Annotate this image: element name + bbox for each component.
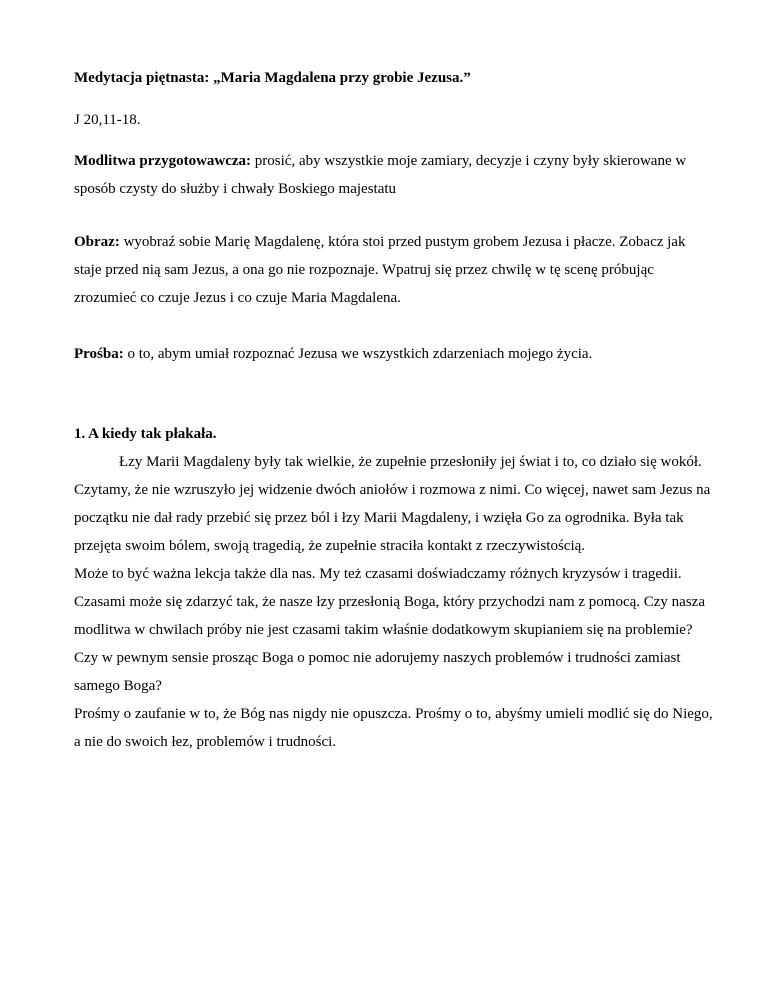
scripture-reference: J 20,11-18. bbox=[74, 112, 141, 128]
request-section bbox=[74, 340, 714, 368]
section-1-paragraph-3: Prośmy o zaufanie w to, że Bóg nas nigdy nie opuszcza. Prośmy o to, abyśmy umieli modlić się do Niego, a nie do swoich łez, problemów i trudności. bbox=[74, 706, 713, 750]
section-1 bbox=[74, 420, 714, 756]
section-1-paragraph-2: Może to być ważna lekcja także dla nas. My też czasami doświadczamy różnych kryzysów i tragedii. Czasami może się zdarzyć tak, że nasze łzy przesłonią Boga, który przychodzi nam z pomocą. Czy nasza modlitwa w chwilach próby nie jest czasami takim właśnie dodatkowym skupianiem się na problemie? Czy w pewnym sensie prosząc Boga o pomoc nie adorujemy naszych problemów i trudności zamiast samego Boga? bbox=[74, 566, 705, 694]
preparatory-prayer bbox=[74, 147, 714, 203]
section-1-heading: 1. A kiedy tak płakała. bbox=[74, 426, 217, 442]
request-text bbox=[74, 340, 714, 368]
preparatory-prayer-text bbox=[74, 147, 714, 203]
preparatory-prayer-label: Modlitwa przygotowawcza: bbox=[74, 153, 252, 169]
request-body: o to, abym umiał rozpoznać Jezusa we wszystkich zdarzeniach mojego życia. bbox=[123, 346, 593, 362]
image-section bbox=[74, 228, 714, 312]
request-label: Prośba: bbox=[74, 346, 124, 362]
document-title: Medytacja piętnasta: „Maria Magdalena przy grobie Jezusa.” bbox=[74, 70, 471, 86]
preparatory-prayer-body: prosić, aby wszystkie moje zamiary, decyzje i czyny były skierowane w sposób czysty do służby i chwały Boskiego majestatu bbox=[74, 153, 687, 197]
image-label: Obraz: bbox=[74, 234, 120, 250]
section-1-paragraph-1: Łzy Marii Magdaleny były tak wielkie, że zupełnie przesłoniły jej świat i to, co działo się wokół. Czytamy, że nie wzruszyło jej widzenie dwóch aniołów i rozmowa z nimi. Co więcej, nawet sam Jezus na początku nie dał rady przebić się przez ból i łzy Marii Magdaleny, i wzięła Go za ogrodnika. Była tak przejęta swoim bólem, swoją tragedią, że zupełnie straciła kontakt z rzeczywistością. bbox=[74, 454, 711, 554]
image-text bbox=[74, 228, 714, 312]
image-body: wyobraź sobie Marię Magdalenę, która stoi przed pustym grobem Jezusa i płacze. Zobacz jak staje przed nią sam Jezus, a ona go nie rozpoznaje. Wpatruj się przez chwilę w tę scenę próbując zrozumieć co czuje Jezus i co czuje Maria Magdalena. bbox=[74, 234, 686, 306]
